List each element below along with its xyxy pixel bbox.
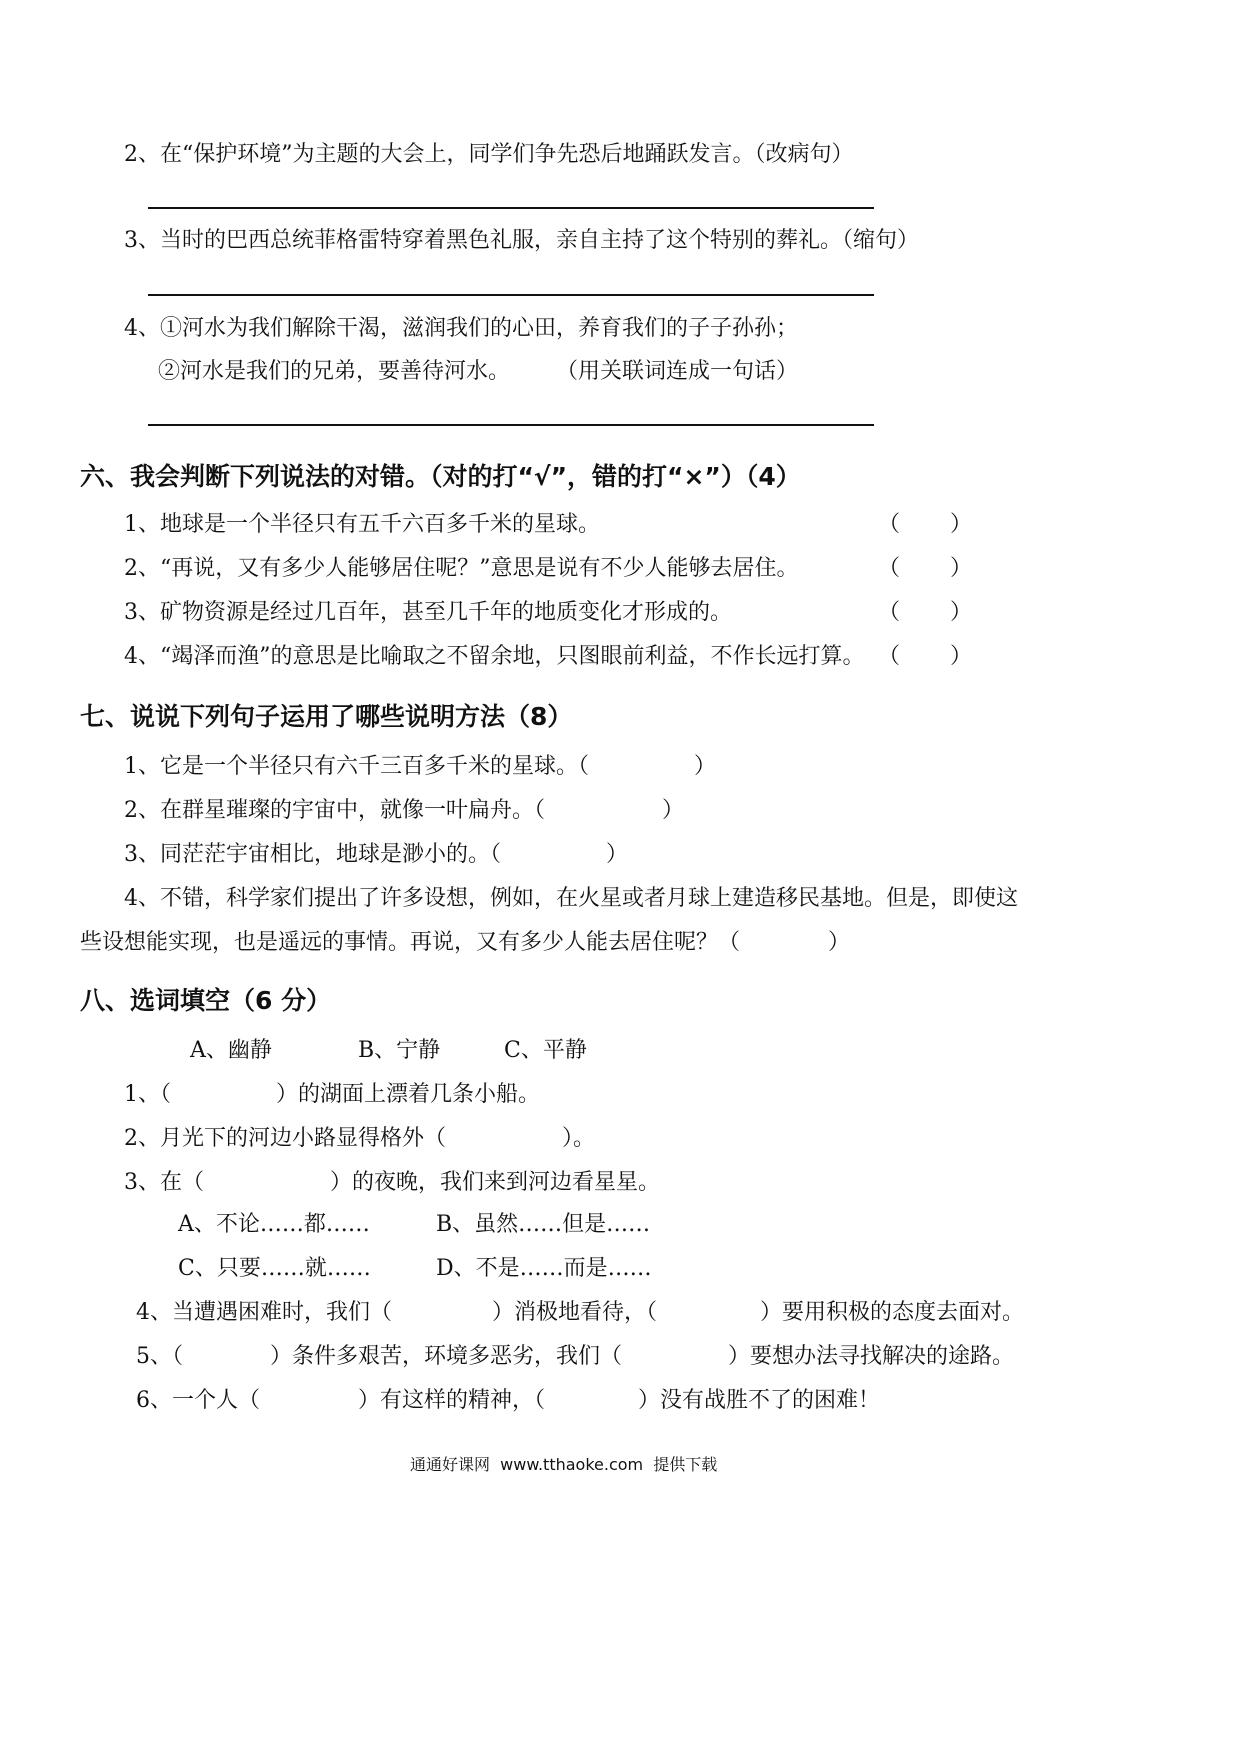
word-option-c: C、平静 [504, 1038, 587, 1063]
fill-2-end: ）。 [562, 1126, 596, 1151]
answer-paren-close: ） [662, 798, 685, 823]
fill-4-part3: ）要用积极的态度去面对。 [760, 1300, 1025, 1325]
method-item-4-line1: 4、不错，科学家们提出了许多设想，例如，在火星或者月球上建造移民基地。但是，即使这 [124, 886, 1019, 911]
section-6-title: 六、我会判断下列说法的对错。（对的打“√”，错的打“×”）（4） [80, 462, 801, 491]
answer-line [148, 294, 874, 296]
q5-4-line1: 4、①河水为我们解除干渴，滋润我们的心田，养育我们的子子孙孙； [124, 316, 798, 341]
fill-5-part3: ）要想办法寻找解决的途路。 [728, 1344, 1015, 1369]
answer-paren-close: ） [950, 644, 973, 669]
fill-2-start: 2、月光下的河边小路显得格外（ [124, 1126, 446, 1151]
method-item-3: 3、同茫茫宇宙相比，地球是渺小的。（ [124, 842, 501, 867]
fill-5-part2: ）条件多艰苦，环境多恶劣，我们（ [270, 1344, 623, 1369]
answer-paren-close: ） [950, 556, 973, 581]
answer-paren-close: ） [950, 512, 973, 537]
fill-5-part1: 5、（ [136, 1344, 183, 1369]
answer-paren-open: （ [878, 512, 901, 537]
answer-paren-close: ） [950, 600, 973, 625]
fill-6-part1: 6、一个人（ [136, 1388, 260, 1413]
answer-paren-open: （ [878, 556, 901, 581]
q5-4-hint: （用关联词连成一句话） [556, 359, 799, 384]
fill-1-end: ）的湖面上漂着几条小船。 [276, 1082, 541, 1107]
judge-item-3: 3、矿物资源是经过几百年，甚至几千年的地质变化才形成的。 [124, 600, 732, 625]
fill-3-start: 3、在（ [124, 1170, 204, 1195]
answer-paren-close: ） [606, 842, 629, 867]
fill-3-end: ）的夜晚，我们来到河边看星星。 [330, 1170, 661, 1195]
conj-option-a: A、不论……都…… [178, 1212, 370, 1237]
fill-6-part3: ）没有战胜不了的困难！ [638, 1388, 881, 1413]
answer-paren-open: （ [878, 600, 901, 625]
conj-option-b: B、虽然……但是…… [436, 1212, 651, 1237]
fill-4-part2: ）消极地看待，（ [492, 1300, 658, 1325]
fill-6-part2: ）有这样的精神，（ [358, 1388, 546, 1413]
answer-line [148, 207, 874, 209]
answer-paren-close: ） [694, 754, 717, 779]
fill-1-start: 1、（ [124, 1082, 171, 1107]
judge-item-1: 1、地球是一个半径只有五千六百多千米的星球。 [124, 512, 600, 537]
judge-item-4: 4、“竭泽而渔”的意思是比喻取之不留余地，只图眼前利益，不作长远打算。 [124, 644, 865, 669]
word-option-a: A、幽静 [190, 1038, 272, 1063]
conj-option-d: D、不是……而是…… [436, 1256, 652, 1281]
footer-credit: 通通好课网 www.tthaoke.com 提供下载 [410, 1455, 718, 1474]
section-8-title: 八、选词填空（6 分） [80, 986, 332, 1015]
q5-4-line2: ②河水是我们的兄弟，要善待河水。 [158, 359, 511, 384]
word-option-b: B、宁静 [358, 1038, 441, 1063]
section-7-title: 七、说说下列句子运用了哪些说明方法（8） [80, 702, 573, 731]
conj-option-c: C、只要……就…… [178, 1256, 371, 1281]
method-item-2: 2、在群星璀璨的宇宙中，就像一叶扁舟。（ [124, 798, 545, 823]
method-item-1: 1、它是一个半径只有六千三百多千米的星球。（ [124, 754, 589, 779]
method-item-4-line2: 些设想能实现，也是遥远的事情。再说，又有多少人能去居住呢？（ [80, 930, 741, 955]
answer-paren-open: （ [878, 644, 901, 669]
answer-paren-close: ） [828, 930, 851, 955]
q5-3-text: 3、当时的巴西总统菲格雷特穿着黑色礼服，亲自主持了这个特别的葬礼。（缩句） [124, 228, 919, 253]
q5-2-text: 2、在“保护环境”为主题的大会上，同学们争先恐后地踊跃发言。（改病句） [124, 142, 854, 167]
fill-4-part1: 4、当遭遇困难时，我们（ [136, 1300, 392, 1325]
judge-item-2: 2、“再说，又有多少人能够居住呢？”意思是说有不少人能够去居住。 [124, 556, 799, 581]
answer-line [148, 424, 874, 426]
